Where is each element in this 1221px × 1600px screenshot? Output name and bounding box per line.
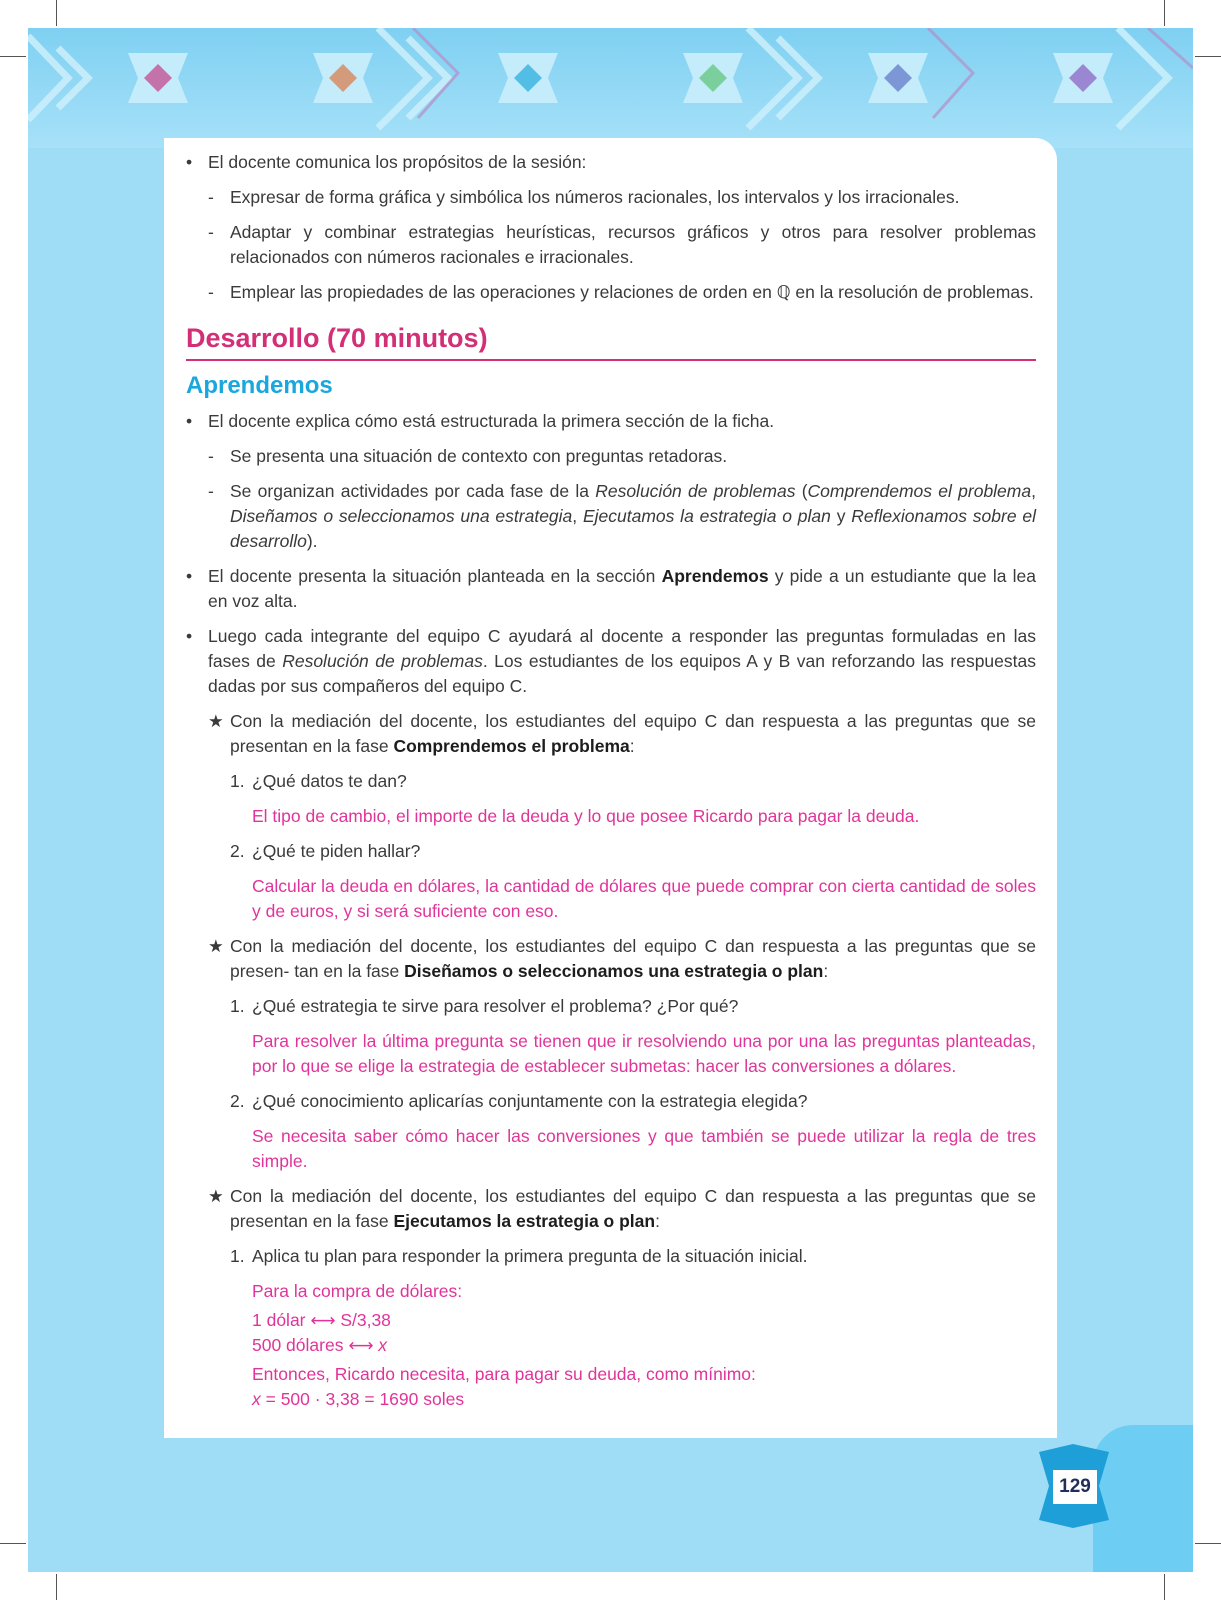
list-item: ★ Con la mediación del docente, los estudiantes del equipo C dan respuesta a las preguntas que se presentan en la fase Ejecutamos la estrategia o plan:	[208, 1186, 1036, 1231]
page-number: 129	[1053, 1470, 1097, 1504]
answer: Para resolver la última pregunta se tienen que ir resolviendo una por una las preguntas planteadas, por lo que se elige la estrategia de establecer submetas: hacer las conversiones a dólares.	[252, 1031, 1036, 1076]
answer-line: 1 dólar ⟷ S/3,38	[252, 1310, 391, 1330]
list-item	[186, 994, 1036, 1019]
phase-name: Ejecutamos la estrategia o plan	[393, 1211, 656, 1231]
text-run: ,	[572, 506, 583, 526]
text-run: Con la mediación del docente, los estudiantes del equipo C dan respuesta a las preguntas que se presentan en la fase	[230, 711, 1036, 756]
list-item	[186, 1089, 1036, 1114]
list-item	[186, 444, 1036, 469]
list-item	[186, 280, 1036, 305]
dash-marker: -	[208, 446, 214, 466]
text-run: x	[378, 1335, 388, 1355]
question: ¿Qué conocimiento aplicarías conjuntamente con la estrategia elegida?	[252, 1091, 808, 1111]
list-item	[186, 564, 1036, 614]
text-run: Reflexionamos sobre el desarrollo	[230, 506, 1036, 551]
text-run: Aprendemos	[661, 566, 769, 586]
text-run: x	[252, 1389, 261, 1409]
text-run: Ejecutamos la estrategia o plan	[582, 506, 831, 526]
list-item	[186, 185, 1036, 210]
number-marker: 2.	[230, 841, 245, 861]
text-run: = 500 · 3,38 = 1690 soles	[260, 1389, 465, 1409]
answer: El tipo de cambio, el importe de la deuda y lo que posee Ricardo para pagar la deuda.	[252, 806, 920, 826]
answer: Se necesita saber cómo hacer las conversiones y que también se puede utilizar la regla de tres simple.	[252, 1126, 1036, 1171]
list-item: ★ Con la mediación del docente, los estudiantes del equipo C dan respuesta a las preguntas que se presentan en la fase Comprendemos el problema:	[208, 711, 1036, 756]
number-marker: 1.	[230, 771, 245, 791]
bullet-marker: •	[186, 411, 193, 431]
crop-mark	[1164, 0, 1165, 26]
question: ¿Qué datos te dan?	[252, 771, 407, 791]
text-run: Con la mediación del docente, los estudiantes del equipo C dan respuesta a las preguntas que se presentan en la fase	[230, 1186, 1036, 1231]
list-item	[186, 150, 1036, 175]
star-marker: ★	[208, 1186, 224, 1206]
list-item: ★ Con la mediación del docente, los estudiantes del equipo C dan respuesta a las preguntas que se presen- tan en la fase Diseñamos o seleccionamos una estrategia o plan:	[208, 936, 1036, 981]
answer-line	[252, 1333, 1036, 1358]
text-run: ,	[1031, 481, 1036, 501]
answer-line: Para la compra de dólares:	[252, 1281, 463, 1301]
list-item	[186, 624, 1036, 699]
question: Aplica tu plan para responder la primera pregunta de la situación inicial.	[252, 1246, 808, 1266]
list-item	[186, 839, 1036, 864]
dash-marker: -	[208, 282, 214, 302]
bullet-marker: •	[186, 626, 193, 646]
crop-mark	[1195, 1543, 1221, 1544]
phase-name: Diseñamos o seleccionamos una estrategia o plan	[404, 961, 824, 981]
answer-line: Entonces, Ricardo necesita, para pagar su deuda, como mínimo:	[252, 1364, 756, 1384]
phase-name: Comprendemos el problema	[393, 736, 630, 756]
purpose-item: Expresar de forma gráfica y simbólica los números racionales, los intervalos y los irracionales.	[230, 187, 960, 207]
crop-mark	[56, 1574, 57, 1600]
decorative-banner	[28, 28, 1193, 148]
text-run: y	[830, 506, 852, 526]
text-run: y pide a un estudiante que la lea en voz alta.	[208, 566, 1036, 611]
number-marker: 2.	[230, 1091, 245, 1111]
list-item	[186, 409, 1036, 434]
crop-mark	[1195, 56, 1221, 57]
list-item	[186, 769, 1036, 794]
paragraph: Se presenta una situación de contexto con preguntas retadoras.	[230, 446, 728, 466]
text-run: Resolución de problemas	[595, 481, 796, 501]
answer-block	[186, 1362, 1036, 1412]
dash-marker: -	[208, 187, 214, 207]
star-marker: ★	[208, 711, 224, 731]
paragraph: El docente explica cómo está estructurada la primera sección de la ficha.	[208, 411, 775, 431]
text-run: Comprendemos el problema	[807, 481, 1032, 501]
text-run: . Los estudiantes de los equipos A y B van reforzando las respuestas dadas por sus compañeros del equipo C.	[208, 651, 1036, 696]
crop-mark	[0, 1543, 26, 1544]
text-run: Luego cada integrante del equipo C ayudará al docente a responder las preguntas formuladas en las fases de	[208, 626, 1036, 671]
section-title: Desarrollo (70 minutos)	[186, 321, 1036, 361]
answer: Calcular la deuda en dólares, la cantidad de dólares que puede comprar con cierta cantidad de soles y de euros, y si será suficiente con eso.	[252, 876, 1036, 921]
text-run: ).	[306, 531, 318, 551]
question: ¿Qué te piden hallar?	[252, 841, 421, 861]
question: ¿Qué estrategia te sirve para resolver el problema? ¿Por qué?	[252, 996, 739, 1016]
answer-block	[186, 1308, 1036, 1358]
text-run: El docente presenta la situación planteada en la sección	[208, 566, 662, 586]
text-run: (	[795, 481, 808, 501]
crop-mark	[56, 0, 57, 26]
answer-line	[252, 1387, 1036, 1412]
dash-marker: -	[208, 222, 214, 242]
purpose-item: Adaptar y combinar estrategias heurísticas, recursos gráficos y otros para resolver problemas relacionados con números racionales e irracionales.	[230, 222, 1036, 267]
subsection-title: Aprendemos	[186, 372, 333, 399]
bullet-marker: •	[186, 152, 193, 172]
number-marker: 1.	[230, 1246, 245, 1266]
star-marker: ★	[208, 936, 224, 956]
text-run: 500 dólares ⟷	[252, 1335, 379, 1355]
list-item	[186, 479, 1036, 554]
text-run: Diseñamos o seleccionamos una estrategia	[230, 506, 573, 526]
bullet-marker: •	[186, 566, 193, 586]
text-run: Con la mediación del docente, los estudiantes del equipo C dan respuesta a las preguntas que se presen- tan en la fase	[230, 936, 1036, 981]
list-item	[186, 1244, 1036, 1269]
dash-marker: -	[208, 481, 214, 501]
list-item	[186, 220, 1036, 270]
purpose-item: Emplear las propiedades de las operaciones y relaciones de orden en ℚ en la resolución de problemas.	[230, 282, 1034, 302]
document-body	[186, 150, 1036, 1422]
text-run: Se organizan actividades por cada fase de la	[230, 481, 596, 501]
crop-mark	[1164, 1574, 1165, 1600]
text-run: Resolución de problemas	[282, 651, 483, 671]
number-marker: 1.	[230, 996, 245, 1016]
answer-block	[186, 1279, 1036, 1304]
crop-mark	[0, 56, 26, 57]
intro-text: El docente comunica los propósitos de la sesión:	[208, 152, 587, 172]
